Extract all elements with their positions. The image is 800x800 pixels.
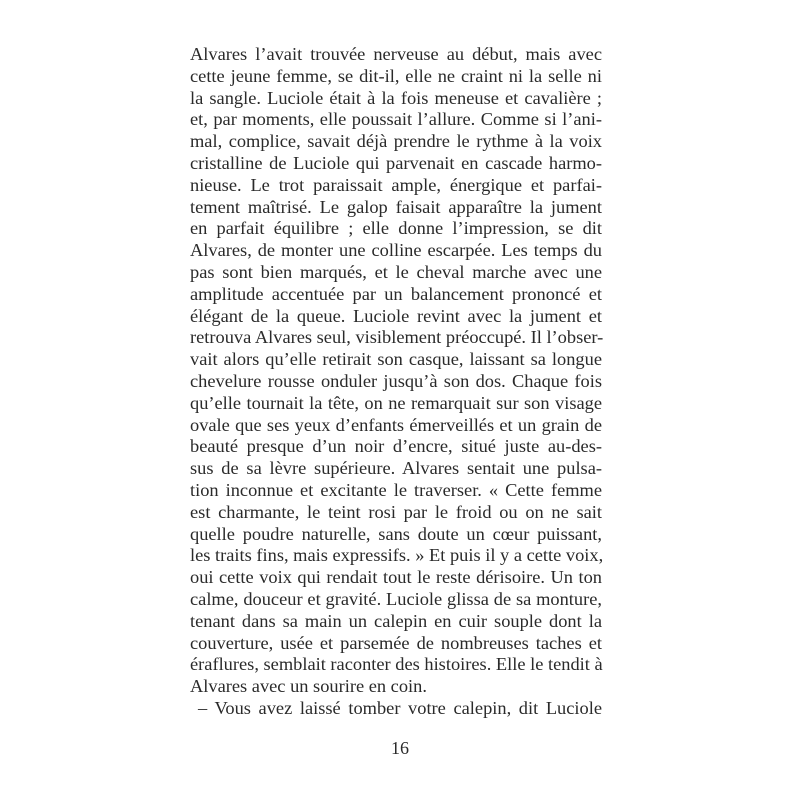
text-line: couverture, usée et parsemée de nombreuses taches et (190, 632, 602, 653)
body-text (190, 44, 602, 720)
text-line: tement maîtrisé. Le galop faisait apparaître la jument (190, 196, 602, 217)
text-line: en parfait équilibre ; elle donne l’impression, se dit (190, 218, 602, 239)
text-line: sus de sa lèvre supérieure. Alvares sentait une pulsa- (190, 458, 602, 479)
text-line: les traits fins, mais expressifs. » Et puis il y a cette voix, (190, 545, 604, 566)
text-line: qu’elle tournait la tête, on ne remarquait sur son visage (190, 392, 602, 413)
dialogue-line: – Vous avez laissé tomber votre calepin, dit Luciole (198, 697, 602, 718)
text-line: quelle poudre naturelle, sans doute un cœur puissant, (190, 523, 602, 544)
page-number: 16 (391, 738, 409, 758)
text-line: Alvares, de monter une colline escarpée. Les temps du (190, 240, 602, 261)
text-line: cristalline de Luciole qui parvenait en cascade harmo- (190, 152, 602, 173)
text-line: cette jeune femme, se dit-il, elle ne craint ni la selle ni (190, 65, 602, 86)
text-line: tion inconnue et excitante le traverser. « Cette femme (190, 479, 602, 500)
text-line: ovale que ses yeux d’enfants émerveillés et un grain de (190, 414, 602, 435)
text-line: oui cette voix qui rendait tout le reste dérisoire. Un ton (190, 567, 602, 588)
text-line: mal, complice, savait déjà prendre le rythme à la voix (190, 131, 602, 152)
text-line: et, par moments, elle poussait l’allure. Comme si l’ani- (190, 109, 602, 130)
text-line: beauté presque d’un noir d’encre, situé juste au-des- (190, 436, 602, 457)
text-line: élégant de la queue. Luciole revint avec la jument et (190, 305, 602, 326)
text-line: amplitude accentuée par un balancement prononcé et (190, 283, 602, 304)
text-line: éraflures, semblait raconter des histoires. Elle le tendit à (190, 654, 603, 675)
text-line: vait alors qu’elle retirait son casque, laissant sa longue (190, 349, 602, 370)
text-line: tenant dans sa main un calepin en cuir souple dont la (190, 610, 602, 631)
text-line: Alvares l’avait trouvée nerveuse au début, mais avec (190, 44, 602, 64)
text-line: pas sont bien marqués, et le cheval marche avec une (190, 261, 602, 282)
text-line: est charmante, le teint rosi par le froid ou on ne sait (190, 501, 602, 522)
text-line: chevelure rousse onduler jusqu’à son dos. Chaque fois (190, 370, 602, 391)
text-line: Alvares avec un sourire en coin. (190, 676, 427, 697)
text-line: la sangle. Luciole était à la fois meneuse et cavalière ; (190, 87, 602, 108)
text-line: nieuse. Le trot paraissait ample, énergique et parfai- (190, 174, 602, 195)
text-line: retrouva Alvares seul, visiblement préoccupé. Il l’obser- (190, 327, 604, 348)
text-line: calme, douceur et gravité. Luciole glissa de sa monture, (190, 588, 602, 609)
